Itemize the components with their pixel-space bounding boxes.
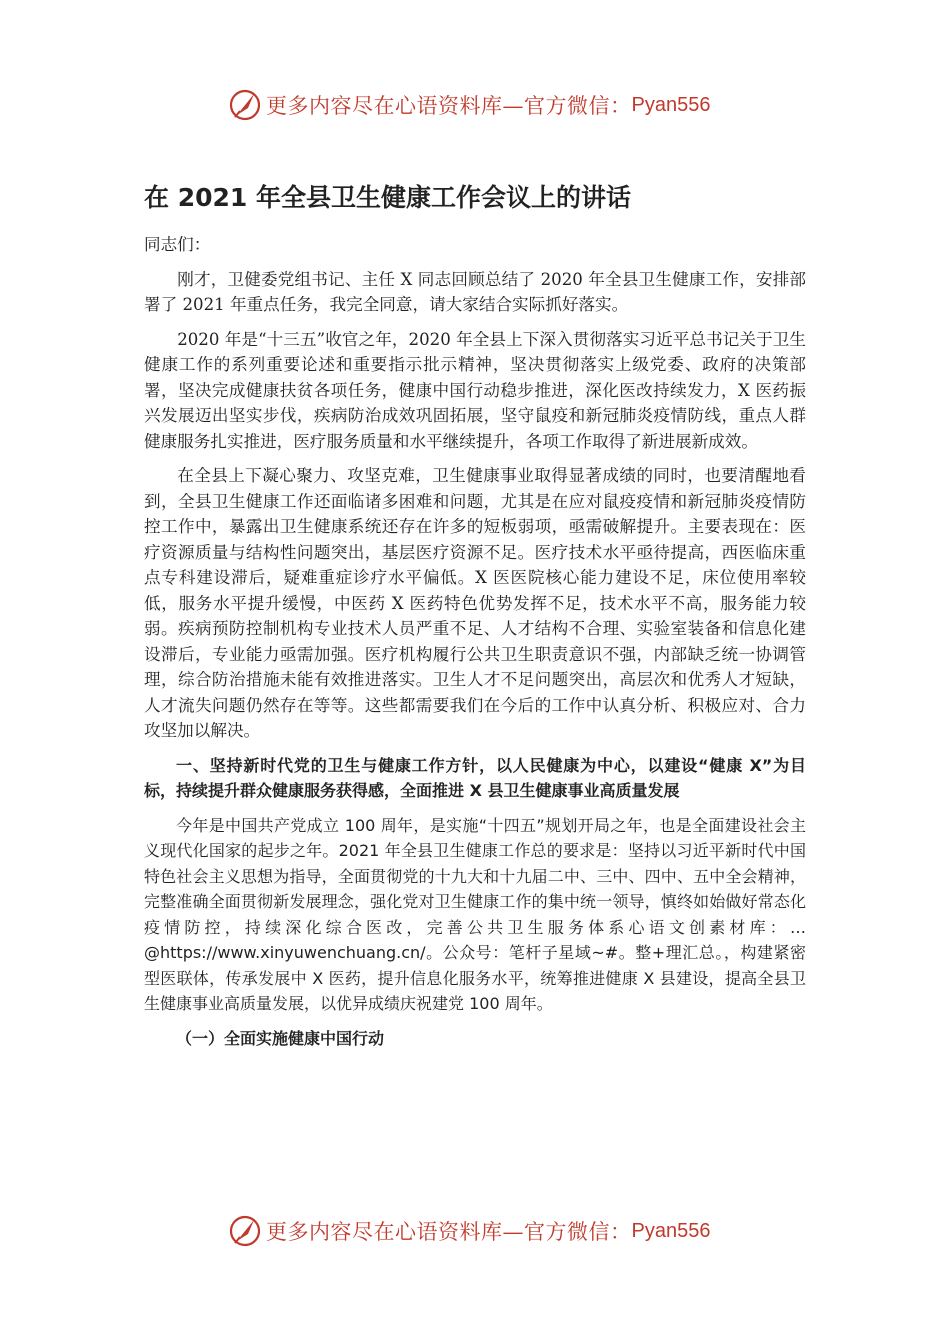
footer-banner <box>228 1214 710 1248</box>
banner-text: 更多内容尽在心语资料库—官方微信： <box>266 94 632 118</box>
document-title: 在 2021 年全县卫生健康工作会议上的讲话 <box>144 183 631 212</box>
section-heading: 一、坚持新时代党的卫生与健康工作方针，以人民健康为中心，以建设“健康 X”为目标，持续提升群众健康服务获得感，全面推进 X 县卫生健康事业高质量发展 <box>144 755 806 800</box>
banner-text: 更多内容尽在心语资料库—官方微信： <box>266 1220 632 1244</box>
banner-account: Pyan556 <box>631 1219 711 1242</box>
quill-logo-icon <box>228 1214 262 1248</box>
subheading: （一）全面实施健康中国行动 <box>176 1028 385 1048</box>
banner-account: Pyan556 <box>631 93 711 116</box>
paragraph: 刚才，卫健委党组书记、主任 X 同志回顾总结了 2020 年全县卫生健康工作，安排部署了 2021 年重点任务，我完全同意，请大家结合实际抓好落实。 <box>144 269 806 314</box>
quill-logo-icon <box>228 88 262 122</box>
document-body <box>144 232 806 1060</box>
header-banner <box>228 88 710 122</box>
salutation: 同志们： <box>144 235 211 254</box>
section-paragraph: 今年是中国共产党成立 100 周年，是实施“十四五”规划开局之年，也是全面建设社会主义现代化国家的起步之年。2021 年全县卫生健康工作总的要求是：坚持以习近平新时代中国特色社会主义思想为指导，全面贯彻党的十九大和十九届二中、三中、四中、五中全会精神，完整准确全面贯彻新发展理念，强化党对卫生健康工作的集中统一领导，慎终如始做好常态化疫情防控，持续深化综合医改，完善公共卫生服务体系心语文创素材库：… @https://www.xinyuwenchuang.cn/。公众号：笔杆子星域~#。整+理汇总。，构建紧密型医联体，传承发展中 X 医药，提升信息化服务水平，统筹推进健康 X 县建设，提高全县卫生健康事业高质量发展，以优异成绩庆祝建党 100 周年。 <box>144 815 806 1013</box>
paragraph: 在全县上下凝心聚力、攻坚克难，卫生健康事业取得显著成绩的同时，也要清醒地看到，全县卫生健康工作还面临诸多困难和问题，尤其是在应对鼠疫疫情和新冠肺炎疫情防控工作中，暴露出卫生健康系统还存在许多的短板弱项，亟需破解提升。主要表现在：医疗资源质量与结构性问题突出，基层医疗资源不足。医疗技术水平亟待提高，西医临床重点专科建设滞后，疑难重症诊疗水平偏低。X 医医院核心能力建设不足，床位使用率较低，服务水平提升缓慢，中医药 X 医药特色优势发挥不足，技术水平不高，服务能力较弱。疾病预防控制机构专业技术人员严重不足、人才结构不合理、实验室装备和信息化建设滞后，专业能力亟需加强。医疗机构履行公共卫生职责意识不强，内部缺乏统一协调管理，综合防治措施未能有效推进落实。卫生人才不足问题突出，高层次和优秀人才短缺，人才流失问题仍然存在等等。这些都需要我们在今后的工作中认真分析、积极应对、合力攻坚加以解决。 <box>144 466 806 740</box>
paragraph: 2020 年是“十三五”收官之年，2020 年全县上下深入贯彻落实习近平总书记关于卫生健康工作的系列重要论述和重要指示批示精神，坚决贯彻落实上级党委、政府的决策部署，坚决完成健康扶贫各项任务，健康中国行动稳步推进，深化医改持续发力，X 医药振兴发展迈出坚实步伐，疾病防治成效巩固拓展，坚守鼠疫和新冠肺炎疫情防线，重点人群健康服务扎实推进，医疗服务质量和水平继续提升，各项工作取得了新进展新成效。 <box>144 329 806 451</box>
